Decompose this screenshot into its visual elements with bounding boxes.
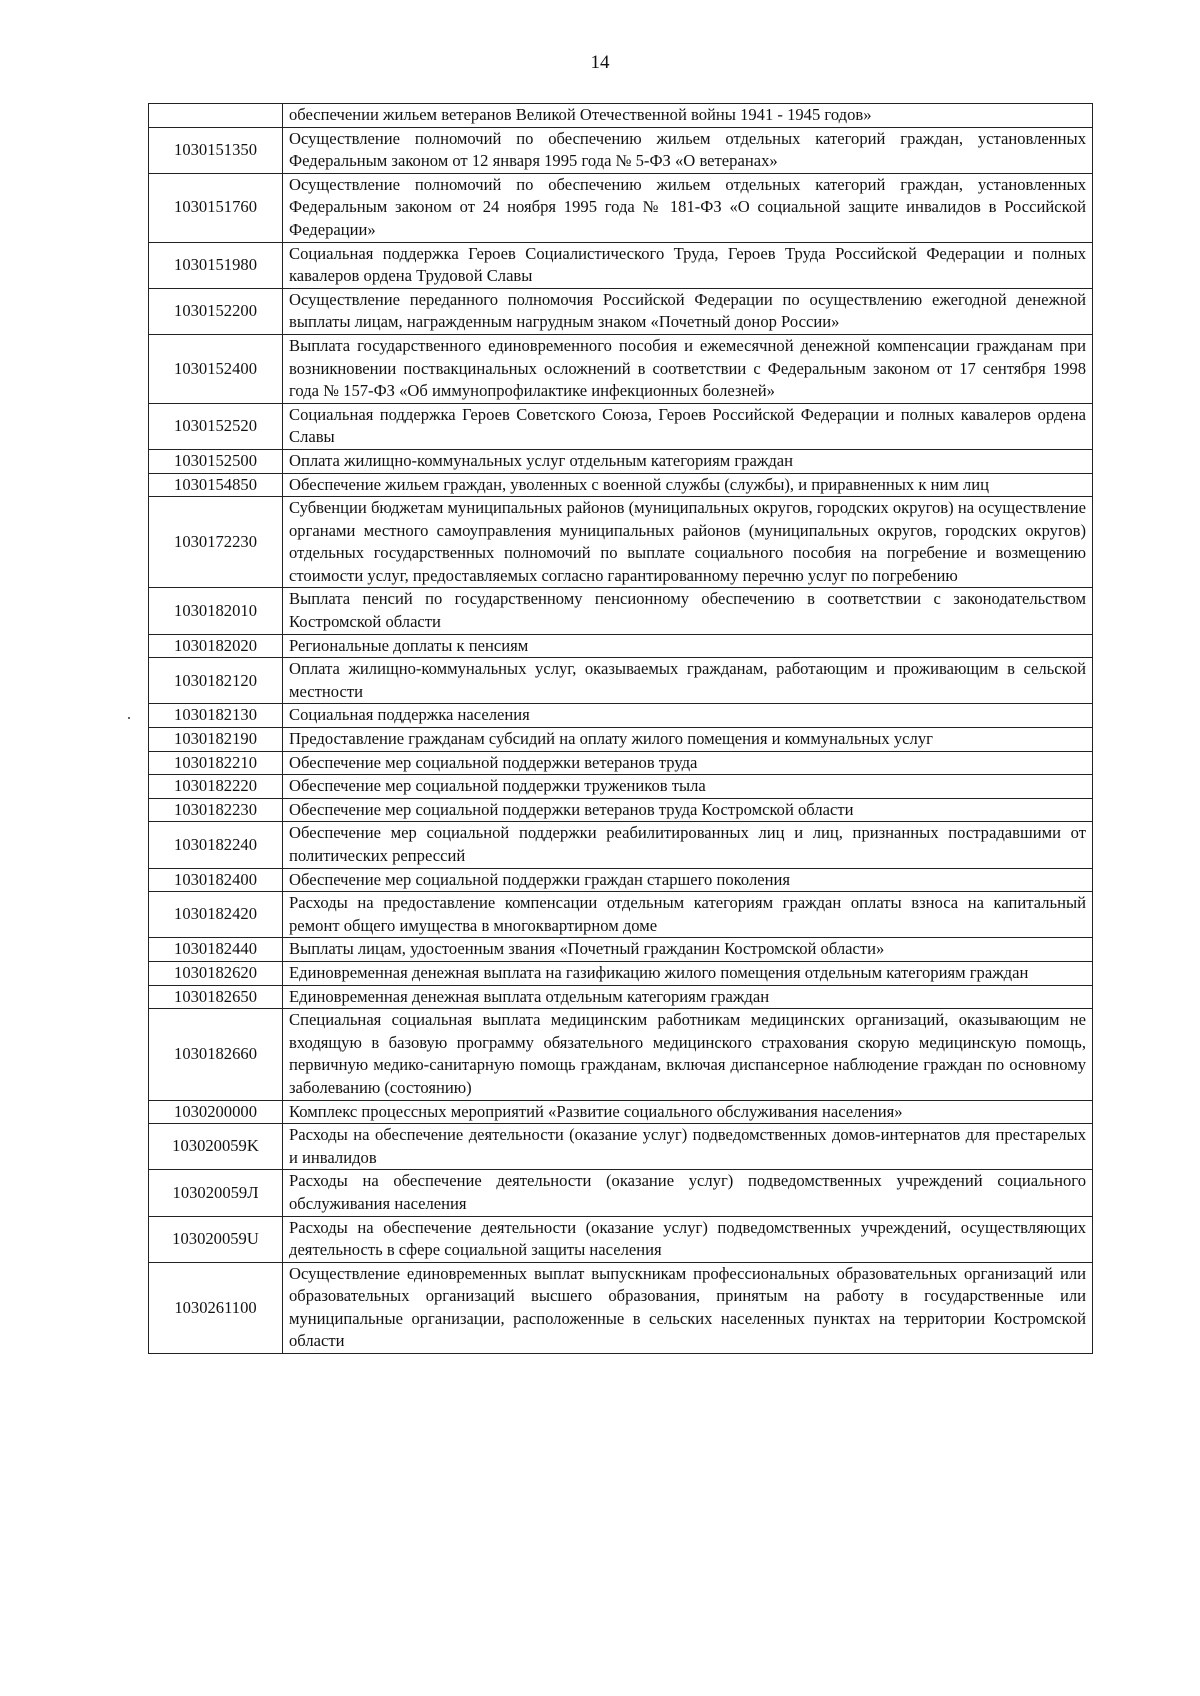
row-code: 103020059Л xyxy=(149,1170,283,1216)
row-code: 1030152400 xyxy=(149,334,283,403)
table-row xyxy=(149,751,1093,775)
row-code: 1030151760 xyxy=(149,173,283,242)
page-number: 14 xyxy=(590,52,610,73)
row-description: Выплаты лицам, удостоенным звания «Почетный гражданин Костромской области» xyxy=(283,938,1093,962)
row-code: 1030154850 xyxy=(149,473,283,497)
table-row xyxy=(149,798,1093,822)
table-row xyxy=(149,403,1093,449)
table-row xyxy=(149,497,1093,588)
row-code xyxy=(149,104,283,128)
table-row xyxy=(149,658,1093,704)
row-description: Обеспечение жильем граждан, уволенных с военной службы (службы), и приравненных к ним лиц xyxy=(283,473,1093,497)
row-code: 1030182230 xyxy=(149,798,283,822)
table-row xyxy=(149,985,1093,1009)
row-code: 1030152520 xyxy=(149,403,283,449)
row-description: Осуществление единовременных выплат выпускникам профессиональных образовательных организаций или образовательных организаций высшего образования, принятым на работу в государственные или муниципальные организации, расположенные в сельских населенных пунктах на территории Костромской области xyxy=(283,1262,1093,1353)
row-code: 103020059U xyxy=(149,1216,283,1262)
table-row xyxy=(149,473,1093,497)
table-row xyxy=(149,634,1093,658)
row-description: Выплата государственного единовременного пособия и ежемесячной денежной компенсации гражданам при возникновении поствакцинальных осложнений в соответствии с Федеральным законом от 17 сентября 1998 года № 157-ФЗ «Об иммунопрофилактике инфекционных болезней» xyxy=(283,334,1093,403)
table-row xyxy=(149,1262,1093,1353)
table-row xyxy=(149,1170,1093,1216)
row-description: Единовременная денежная выплата отдельным категориям граждан xyxy=(283,985,1093,1009)
scan-artifact-dot xyxy=(128,717,130,719)
row-code: 103020059K xyxy=(149,1124,283,1170)
row-description: Обеспечение мер социальной поддержки реабилитированных лиц и лиц, признанных пострадавшими от политических репрессий xyxy=(283,822,1093,868)
row-code: 1030182650 xyxy=(149,985,283,1009)
table-row xyxy=(149,104,1093,128)
row-code: 1030182210 xyxy=(149,751,283,775)
table-row xyxy=(149,1124,1093,1170)
row-code: 1030151350 xyxy=(149,127,283,173)
row-code: 1030172230 xyxy=(149,497,283,588)
row-description: Специальная социальная выплата медицинским работникам медицинских организаций, оказывающим не входящую в базовую программу обязательного медицинского страхования скорую медицинскую помощь, первичную медико-санитарную помощь гражданам, включая диспансерное наблюдение граждан по основному заболеванию (состоянию) xyxy=(283,1009,1093,1100)
row-code: 1030182010 xyxy=(149,588,283,634)
row-description: Социальная поддержка Героев Советского Союза, Героев Российской Федерации и полных кавалеров ордена Славы xyxy=(283,403,1093,449)
row-description: Социальная поддержка населения xyxy=(283,704,1093,728)
row-code: 1030182420 xyxy=(149,892,283,938)
budget-classification-table xyxy=(148,103,1093,1354)
table-row xyxy=(149,588,1093,634)
table-row xyxy=(149,288,1093,334)
table-row xyxy=(149,1216,1093,1262)
row-code: 1030182440 xyxy=(149,938,283,962)
row-description: Осуществление полномочий по обеспечению жильем отдельных категорий граждан, установленных Федеральным законом от 12 января 1995 года № 5-ФЗ «О ветеранах» xyxy=(283,127,1093,173)
row-description: Расходы на обеспечение деятельности (оказание услуг) подведомственных домов-интернатов для престарелых и инвалидов xyxy=(283,1124,1093,1170)
table-row xyxy=(149,449,1093,473)
row-code: 1030151980 xyxy=(149,242,283,288)
row-code: 1030182220 xyxy=(149,775,283,799)
table-row xyxy=(149,173,1093,242)
table-row xyxy=(149,868,1093,892)
row-code: 1030152200 xyxy=(149,288,283,334)
row-description: Осуществление полномочий по обеспечению жильем отдельных категорий граждан, установленных Федеральным законом от 24 ноября 1995 года № 181-ФЗ «О социальной защите инвалидов в Российской Федерации» xyxy=(283,173,1093,242)
table-body xyxy=(149,104,1093,1354)
row-description: Обеспечение мер социальной поддержки ветеранов труда xyxy=(283,751,1093,775)
row-description: Расходы на обеспечение деятельности (оказание услуг) подведомственных учреждений социального обслуживания населения xyxy=(283,1170,1093,1216)
row-code: 1030182130 xyxy=(149,704,283,728)
row-code: 1030182660 xyxy=(149,1009,283,1100)
table-row xyxy=(149,775,1093,799)
row-description: Осуществление переданного полномочия Российской Федерации по осуществлению ежегодной денежной выплаты лицам, награжденным нагрудным знаком «Почетный донор России» xyxy=(283,288,1093,334)
row-description: Региональные доплаты к пенсиям xyxy=(283,634,1093,658)
table-row xyxy=(149,334,1093,403)
row-code: 1030182190 xyxy=(149,728,283,752)
row-description: Комплекс процессных мероприятий «Развитие социального обслуживания населения» xyxy=(283,1100,1093,1124)
row-description: Обеспечение мер социальной поддержки тружеников тыла xyxy=(283,775,1093,799)
row-description: обеспечении жильем ветеранов Великой Отечественной войны 1941 - 1945 годов» xyxy=(283,104,1093,128)
row-description: Расходы на обеспечение деятельности (оказание услуг) подведомственных учреждений, осуществляющих деятельность в сфере социальной защиты населения xyxy=(283,1216,1093,1262)
table-row xyxy=(149,728,1093,752)
row-code: 1030182240 xyxy=(149,822,283,868)
row-description: Социальная поддержка Героев Социалистического Труда, Героев Труда Российской Федерации и полных кавалеров ордена Трудовой Славы xyxy=(283,242,1093,288)
row-code: 1030182120 xyxy=(149,658,283,704)
table-row xyxy=(149,892,1093,938)
table-row xyxy=(149,1009,1093,1100)
row-description: Оплата жилищно-коммунальных услуг отдельным категориям граждан xyxy=(283,449,1093,473)
row-code: 1030182020 xyxy=(149,634,283,658)
table-row xyxy=(149,242,1093,288)
table-row xyxy=(149,1100,1093,1124)
row-description: Обеспечение мер социальной поддержки граждан старшего поколения xyxy=(283,868,1093,892)
row-description: Субвенции бюджетам муниципальных районов (муниципальных округов, городских округов) на осуществление органами местного самоуправления муниципальных районов (муниципальных округов, городских округов) отдельных государственных полномочий по выплате социального пособия на погребение и возмещению стоимости услуг, предоставляемых согласно гарантированному перечню услуг по погребению xyxy=(283,497,1093,588)
row-code: 1030261100 xyxy=(149,1262,283,1353)
table-row xyxy=(149,961,1093,985)
row-code: 1030182400 xyxy=(149,868,283,892)
row-code: 1030152500 xyxy=(149,449,283,473)
table-row xyxy=(149,127,1093,173)
row-description: Оплата жилищно-коммунальных услуг, оказываемых гражданам, работающим и проживающим в сельской местности xyxy=(283,658,1093,704)
table-row xyxy=(149,822,1093,868)
row-code: 1030200000 xyxy=(149,1100,283,1124)
row-description: Предоставление гражданам субсидий на оплату жилого помещения и коммунальных услуг xyxy=(283,728,1093,752)
row-description: Обеспечение мер социальной поддержки ветеранов труда Костромской области xyxy=(283,798,1093,822)
table-row xyxy=(149,704,1093,728)
row-description: Выплата пенсий по государственному пенсионному обеспечению в соответствии с законодательством Костромской области xyxy=(283,588,1093,634)
row-description: Расходы на предоставление компенсации отдельным категориям граждан оплаты взноса на капитальный ремонт общего имущества в многоквартирном доме xyxy=(283,892,1093,938)
row-code: 1030182620 xyxy=(149,961,283,985)
row-description: Единовременная денежная выплата на газификацию жилого помещения отдельным категориям граждан xyxy=(283,961,1093,985)
table-row xyxy=(149,938,1093,962)
